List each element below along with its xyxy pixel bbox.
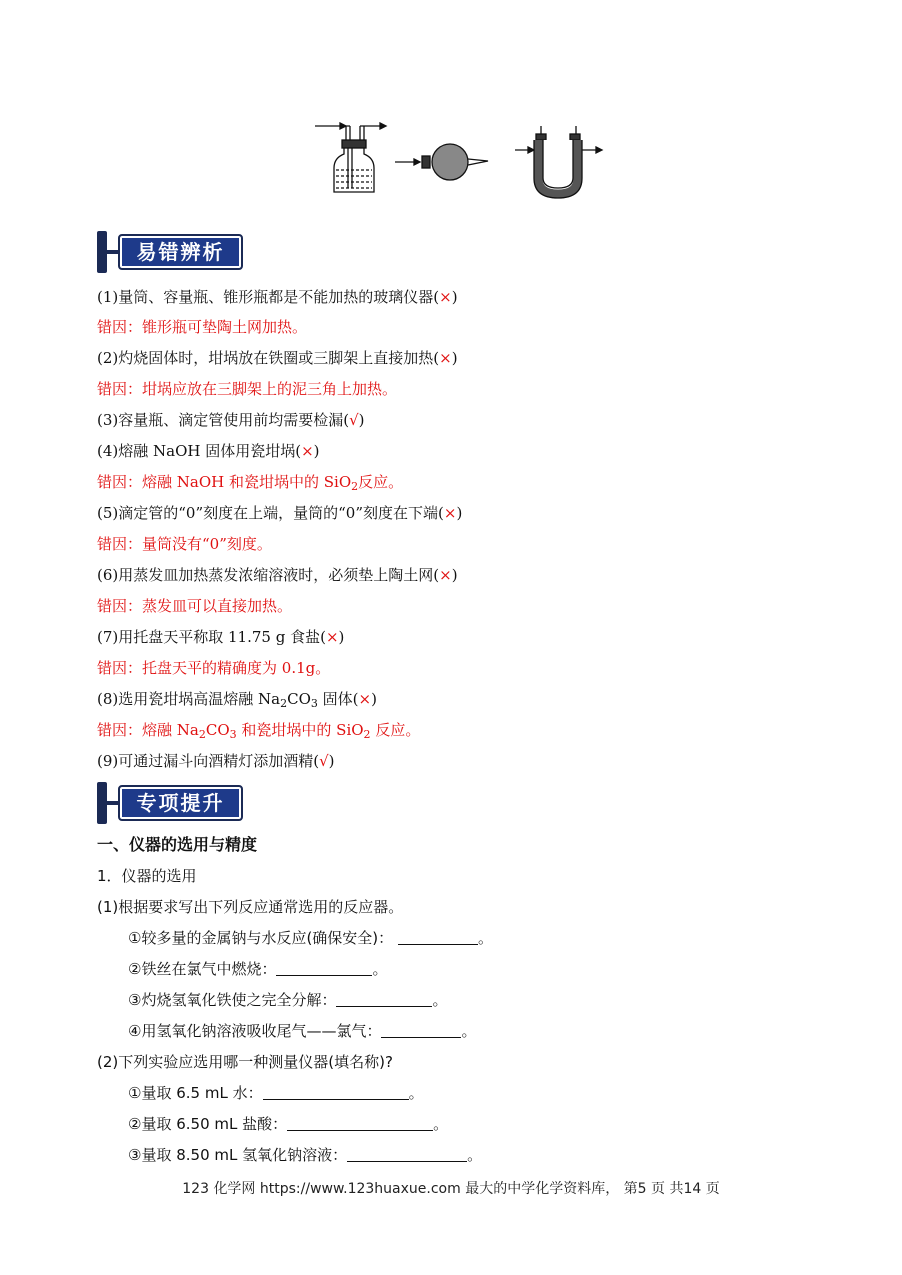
q2-item-1: ①量取 6.5 mL 水： 。	[128, 1084, 424, 1102]
error-statement-8: (8)选用瓷坩埚高温熔融 $Na_2CO_3$ 固体(×)	[97, 690, 377, 710]
error-reason-1: 错因：锥形瓶可垫陶土网加热。	[97, 318, 308, 336]
error-statement-4: (4)熔融 NaOH 固体用瓷坩埚(×)	[97, 442, 320, 460]
answer-blank[interactable]	[336, 992, 432, 1007]
error-statement-5: (5)滴定管的“0”刻度在上端，量筒的“0”刻度在下端(×)	[97, 504, 463, 522]
gas-washing-bottle	[315, 123, 386, 192]
error-reason-6: 错因：蒸发皿可以直接加热。	[97, 597, 293, 615]
q1-item-2: ②铁丝在氯气中燃烧： 。	[128, 960, 388, 978]
answer-blank[interactable]	[276, 961, 372, 976]
header-bar-decoration	[97, 782, 107, 824]
error-statement-9: (9)可通过漏斗向酒精灯添加酒精(√)	[97, 752, 335, 770]
q1-item-1: ①较多量的金属钠与水反应(确保安全)： 。	[128, 929, 493, 947]
answer-blank[interactable]	[347, 1147, 467, 1162]
sub-heading: 1．仪器的选用	[97, 867, 197, 885]
error-statement-1: (1)量筒、容量瓶、锥形瓶都是不能加热的玻璃仪器(×)	[97, 288, 458, 306]
apparatus-figure	[300, 112, 610, 200]
error-statement-6: (6)用蒸发皿加热蒸发浓缩溶液时，必须垫上陶土网(×)	[97, 566, 458, 584]
error-reason-5: 错因：量筒没有“0”刻度。	[97, 535, 272, 553]
section-heading: 一、仪器的选用与精度	[97, 835, 258, 854]
error-statement-3: (3)容量瓶、滴定管使用前均需要检漏(√)	[97, 411, 365, 429]
drying-bulb	[395, 144, 488, 180]
error-reason-8: 错因：熔融 $Na_2CO_3$ 和瓷坩埚中的 SiO$_2$ 反应。	[97, 721, 421, 741]
question-1: (1)根据要求写出下列反应通常选用的反应器。	[97, 898, 404, 916]
special-section-header	[97, 782, 243, 824]
answer-blank[interactable]	[287, 1116, 433, 1131]
errors-section-title: 易错辨析	[118, 234, 243, 270]
question-2: (2)下列实验应选用哪一种测量仪器(填名称)?	[97, 1053, 393, 1071]
special-section-title: 专项提升	[118, 785, 243, 821]
answer-blank[interactable]	[381, 1023, 461, 1038]
error-reason-2: 错因：坩埚应放在三脚架上的泥三角上加热。	[97, 380, 398, 398]
page-footer: 123 化学网 https://www.123huaxue.com 最大的中学化学资料库， 第5 页 共14 页	[182, 1181, 720, 1197]
q1-item-4: ④用氢氧化钠溶液吸收尾气——氯气： 。	[128, 1022, 477, 1040]
header-bar-decoration	[97, 231, 107, 273]
error-statement-7: (7)用托盘天平称取 11.75 g 食盐(×)	[97, 628, 345, 646]
answer-blank[interactable]	[398, 930, 478, 945]
q1-item-3: ③灼烧氢氧化铁使之完全分解： 。	[128, 991, 448, 1009]
q2-item-3: ③量取 8.50 mL 氢氧化钠溶液： 。	[128, 1146, 483, 1164]
error-reason-4: 错因：熔融 NaOH 和瓷坩埚中的 SiO$_2$反应。	[97, 473, 404, 493]
q2-item-2: ②量取 6.50 mL 盐酸： 。	[128, 1115, 449, 1133]
u-tube	[515, 126, 602, 198]
errors-section-header	[97, 231, 243, 273]
answer-blank[interactable]	[263, 1085, 409, 1100]
error-statement-2: (2)灼烧固体时，坩埚放在铁圈或三脚架上直接加热(×)	[97, 349, 458, 367]
error-reason-7: 错因：托盘天平的精确度为 0.1g。	[97, 659, 331, 677]
